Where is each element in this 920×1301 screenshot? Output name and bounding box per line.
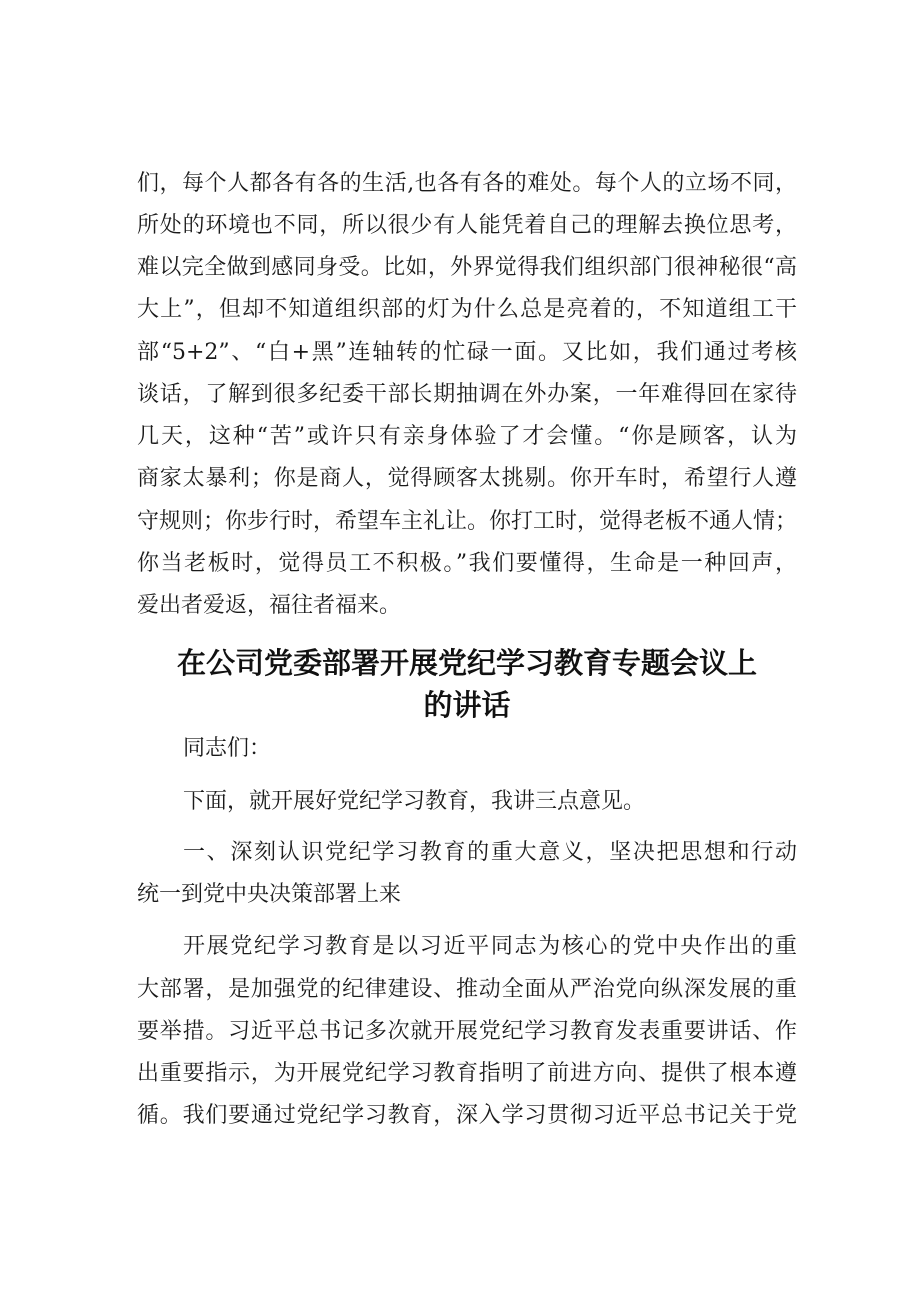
speech-title: 在公司党委部署开展党纪学习教育专题会议上: [176, 646, 757, 680]
paragraph-line: 大上”，但却不知道组织部的灯为什么总是亮着的，不知道组工干: [137, 297, 797, 322]
body-line: 出重要指示，为开展党纪学习教育指明了前进方向、提供了根本遵: [137, 1061, 797, 1086]
intro-paragraph: 下面，就开展好党纪学习教育，我讲三点意见。: [183, 789, 646, 814]
body-line: 循。我们要通过党纪学习教育，深入学习贯彻习近平总书记关于党: [137, 1103, 797, 1128]
paragraph-line: 们，每个人都各有各的生活,也各有各的难处。每个人的立场不同，: [137, 171, 797, 196]
body-line: 要举措。习近平总书记多次就开展党纪学习教育发表重要讲话、作: [137, 1019, 797, 1044]
paragraph-line: 部“5+2”、“白+黑”连轴转的忙碌一面。又比如，我们通过考核: [137, 340, 797, 365]
body-line: 大部署，是加强党的纪律建设、推动全面从严治党向纵深发展的重: [137, 977, 797, 1002]
paragraph-line: 所处的环境也不同，所以很少有人能凭着自己的理解去换位思考，: [137, 213, 797, 238]
paragraph-line: 谈话，了解到很多纪委干部长期抽调在外办案，一年难得回在家待: [137, 382, 797, 407]
paragraph-line: 难以完全做到感同身受。比如，外界觉得我们组织部门很神秘很“高: [137, 255, 797, 280]
paragraph-line: 守规则；你步行时，希望车主礼让。你打工时，觉得老板不通人情；: [137, 509, 798, 534]
salutation: 同志们：: [183, 736, 272, 761]
body-line: 开展党纪学习教育是以习近平同志为核心的党中央作出的重: [183, 934, 797, 959]
section-heading: 一、深刻认识党纪学习教育的重大意义，坚决把思想和行动: [183, 840, 797, 865]
paragraph-line: 几天，这种“苦”或许只有亲身体验了才会懂。“你是顾客，认为: [137, 424, 797, 449]
speech-title-continued: 的讲话: [423, 688, 511, 722]
paragraph-line: 商家太暴利；你是商人，觉得顾客太挑剔。你开车时，希望行人遵: [137, 466, 797, 491]
paragraph-line: 爱出者爱返，福往者福来。: [137, 593, 402, 618]
paragraph-line: 你当老板时，觉得员工不积极。”我们要懂得，生命是一种回声，: [137, 551, 797, 576]
section-heading: 统一到党中央决策部署上来: [137, 882, 402, 907]
